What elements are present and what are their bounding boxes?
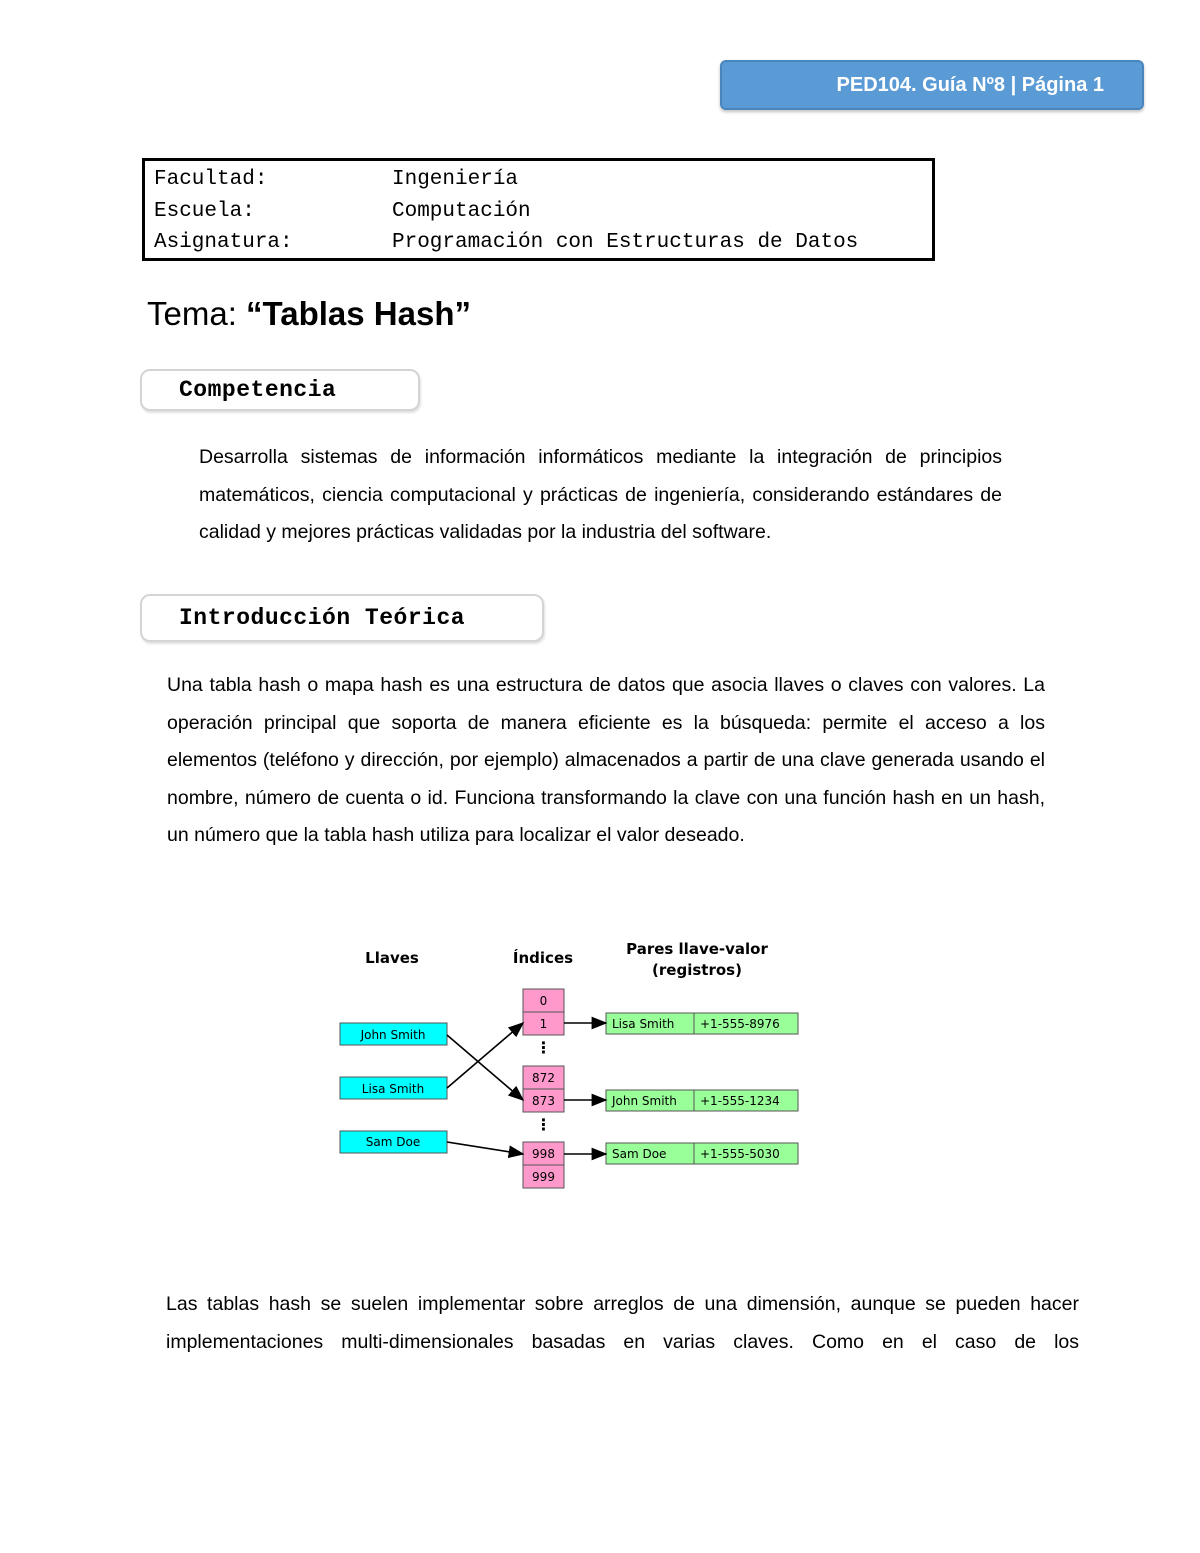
info-row-subject [154,227,932,259]
mapping-arrow [447,1142,523,1154]
info-label: Asignatura: [154,231,293,254]
svg-text:0: 0 [539,994,548,1008]
page-header-label: PED104. Guía Nº8 | Página 1 [836,73,1104,96]
competencia-heading-label: Competencia [179,377,337,403]
competencia-heading [140,369,420,411]
index-cell [523,1165,564,1188]
info-label: Facultad: [154,168,268,191]
key-box [340,1077,447,1099]
competencia-text: Desarrolla sistemas de información informáticos mediante la integración de principios matemáticos, ciencia computacional y prácticas de ingeniería, considerando estándares de calidad y mejores prácticas validadas por la industria del software. [199,446,1002,543]
key-box [340,1023,447,1045]
indices-header: Índices [512,949,574,967]
mapping-arrow [447,1023,523,1088]
info-label: Escuela: [154,199,255,223]
svg-text:Sam Doe: Sam Doe [612,1147,667,1161]
hash-table-diagram [320,925,820,1200]
svg-text:John Smith: John Smith [360,1028,426,1042]
introduccion-heading-label: Introducción Teórica [179,605,466,631]
pairs-header-sub: (registros) [652,961,742,979]
index-cell [523,1142,564,1165]
index-cell [523,1089,564,1112]
intro-paragraph: Una tabla hash o mapa hash es una estructura de datos que asocia llaves o claves con valores. La operación principal que soporta de manera eficiente es la búsqueda: permite el acceso a los elementos (teléfono y dirección, por ejemplo) almacenados a partir de una clave generada usando el nombre, número de cuenta o id. Funciona transformando la clave con una función hash en un hash, un número que la tabla hash utiliza para localizar el valor deseado. [167,674,1045,846]
course-info-box [142,158,935,261]
svg-text:873: 873 [532,1094,555,1108]
topic-name: “Tablas Hash” [246,295,472,332]
pairs-header: Pares llave-valor [626,940,768,958]
mapping-arrow [447,1035,523,1100]
info-value: Ingeniería [392,168,519,191]
svg-text:John Smith: John Smith [612,1094,677,1108]
svg-text:Lisa Smith: Lisa Smith [361,1082,425,1096]
svg-text:998: 998 [532,1147,555,1161]
svg-text:Sam Doe: Sam Doe [365,1135,421,1149]
info-row-faculty [154,164,932,196]
svg-text:+1-555-5030: +1-555-5030 [700,1147,780,1161]
index-cell [523,1012,564,1035]
svg-text:872: 872 [532,1071,555,1085]
topic-prefix: Tema: [147,295,247,332]
svg-text:+1-555-8976: +1-555-8976 [700,1017,780,1031]
topic-title [147,294,471,334]
intro-paragraph-continued: Las tablas hash se suelen implementar sobre arreglos de una dimensión, aunque se pueden hacer implementaciones multi-dimensionales basadas en varias claves. Como en el caso de los [166,1293,1079,1353]
record-row [606,1013,798,1034]
ellipsis-icon: ⋮ [535,1038,552,1057]
introduccion-heading [140,594,544,642]
page-header [720,60,1144,110]
info-value: Programación con Estructuras de Datos [392,231,859,254]
svg-text:Lisa Smith: Lisa Smith [612,1017,675,1031]
index-cell [523,989,564,1012]
info-row-school [154,196,932,228]
record-row [606,1090,798,1111]
ellipsis-icon: ⋮ [535,1115,552,1134]
record-row [606,1143,798,1164]
info-value: Computación [392,199,531,223]
svg-text:999: 999 [532,1170,555,1184]
keys-header: Llaves [365,949,419,967]
key-box [340,1131,447,1153]
svg-text:1: 1 [539,1017,548,1031]
svg-text:+1-555-1234: +1-555-1234 [700,1094,780,1108]
index-cell [523,1066,564,1089]
